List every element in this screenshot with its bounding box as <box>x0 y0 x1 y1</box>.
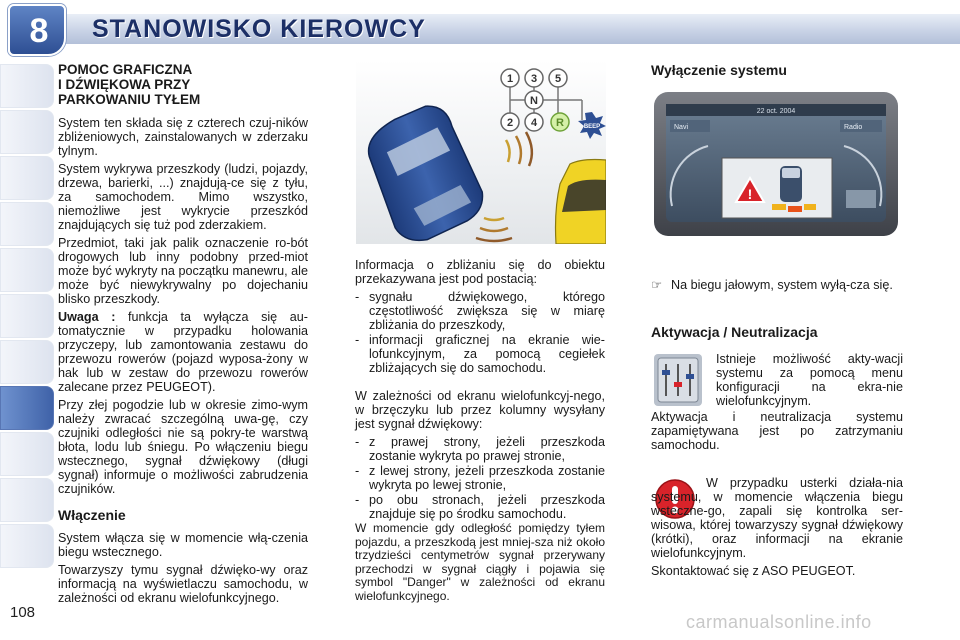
obstacle-brick <box>788 206 802 212</box>
note-label: Uwaga : <box>58 310 116 324</box>
gear-label: 1 <box>506 73 514 85</box>
paragraph: Przedmiot, taki jak palik oznaczenie ro-bót drogowych lub inny podobny przed-miot może być wykryty na początku manewru, ale może być niewykrywalny po dojechaniu blisko przeszkody. <box>58 236 308 306</box>
sound-list <box>355 435 605 521</box>
section-heading <box>58 62 308 107</box>
paragraph: Na biegu jałowym, system wyłą-cza się. <box>671 278 893 292</box>
side-tab-4 <box>0 202 54 246</box>
list-item-text: sygnału dźwiękowego, którego częstotliwość zwiększa się w miarę zbliżania do przeszkody, <box>369 290 605 332</box>
obstacle-brick <box>772 204 786 210</box>
side-tab-11 <box>0 524 54 568</box>
note-text: funkcja ta wyłącza się au-tomatycznie w przypadku holowania przyczepy, lub zamontowania zestawu do przewozu rowerów (pojazd wyposa-żony w hak lub w zestaw do przewozu rowerów zalecane przez PEUGEOT). <box>58 310 308 394</box>
paragraph: W przypadku usterki działa-nia systemu, w momencie włączenia biegu wsteczne-go, zapali się kontrolka ser-wisowa, której towarzyszy sygnał dźwiękowy (krótki), oraz informacji na ekranie wielofunkcyjnym. <box>651 476 903 560</box>
side-tab-active <box>0 386 54 430</box>
screen-right-label: Radio <box>844 124 863 131</box>
activation-text <box>716 352 903 412</box>
list-item-text: z prawej strony, jeżeli przeszkoda zostanie wykryta po prawej stronie, <box>369 435 605 463</box>
multifunction-screen-illustration <box>650 86 902 242</box>
heading-activation: Aktywacja / Neutralizacja <box>651 324 818 340</box>
parking-illustration <box>356 60 606 244</box>
heading-line: POMOC GRAFICZNA <box>58 62 193 77</box>
heading-disable: Wyłączenie systemu <box>651 62 787 78</box>
note-paragraph <box>58 310 308 394</box>
parking-diagram <box>356 60 606 244</box>
column-middle <box>355 258 605 607</box>
side-tab-7 <box>0 340 54 384</box>
paragraph: Istnieje możliwość akty-wacji systemu za pomocą menu konfiguracji na ekra-nie wielofunkcyjnym. <box>716 352 903 408</box>
side-tab-1 <box>0 64 54 108</box>
side-tab-9 <box>0 432 54 476</box>
paragraph: System wykrywa przeszkody (ludzi, pojazdy, drzewa, barierki, ...) znajdują-ce się z tyłu, za samochodem. Mimo wszystko, niemożliwe jest wykrycie przeszkód znajdujących się tuż pod zderzakiem. <box>58 162 308 232</box>
gear-label: 2 <box>506 117 514 129</box>
hand-pointer-icon: ☞ <box>651 278 663 292</box>
screen-date: 22 oct. 2004 <box>756 108 796 115</box>
list-item: - sygnału dźwiękowego, którego częstotliwość zwiększa się w miarę zbliżania do przeszkody, <box>355 290 605 332</box>
heading-line: PARKOWANIU TYŁEM <box>58 92 201 107</box>
paragraph: Informacja o zbliżaniu się do obiektu przekazywana jest pod postacią: <box>355 258 605 286</box>
column-left <box>58 62 308 609</box>
list-item-text: informacji graficznej na ekranie wie-lofunkcyjnym, za pomocą cegiełek zbliżających się do samochodu. <box>369 333 605 375</box>
info-list <box>355 290 605 375</box>
paragraph: Skontaktować się z ASO PEUGEOT. <box>651 564 856 578</box>
side-tab-3 <box>0 156 54 200</box>
activation-memory-text <box>651 410 903 456</box>
svg-text:!: ! <box>747 186 753 202</box>
paragraph: Przy złej pogodzie lub w okresie zimo-wym należy zwracać szczególną uwa-gę, czy czujniki odległości nie są pokry-te warstwą błota, lodu lub śniegu. Po włączeniu biegu wstecznego, sygnał dźwiękowy (długi sygnał) informuje o możliwości zabrudzenia czujników. <box>58 398 308 496</box>
list-item-text: po obu stronach, jeżeli przeszkoda znajduje się po środku samochodu. <box>369 493 605 521</box>
screen-left-label: Navi <box>674 124 689 131</box>
screen-diagram <box>650 86 902 242</box>
paragraph: Aktywacja i neutralizacja systemu zapamiętywana jest po zatrzymaniu samochodu. <box>651 410 903 452</box>
page-number: 108 <box>10 604 36 621</box>
subheading-activation: Włączenie <box>58 507 126 523</box>
paragraph: W momencie gdy odległość pomiędzy tyłem pojazdu, a przeszkodą jest mniej-sza niż około trzydzieści centymetrów sygnał przerywany przechodzi w sygnał ciągły i pojawia się symbol "Danger" w zależności od ekranu wielofunkcyjnego. <box>355 521 605 603</box>
list-item: - po obu stronach, jeżeli przeszkoda znajduje się po środku samochodu. <box>355 493 605 521</box>
gear-label: N <box>530 95 538 107</box>
beep-label: BEEP <box>583 124 601 130</box>
gear-label: 4 <box>530 117 538 129</box>
gear-label: 5 <box>554 73 562 85</box>
page-header <box>0 0 960 58</box>
chapter-tab <box>8 4 66 56</box>
side-tab-10 <box>0 478 54 522</box>
paragraph: W zależności od ekranu wielofunkcyj-nego, w brzęczyku lub przez kolumny wysyłany jest sygnał dźwiękowy: <box>355 389 605 431</box>
heading-line: I DŹWIĘKOWA PRZY <box>58 77 191 92</box>
side-tab-6 <box>0 294 54 338</box>
list-item-text: z lewej strony, jeżeli przeszkoda zostanie wykryta po lewej stronie, <box>369 464 605 492</box>
list-item: - z lewej strony, jeżeli przeszkoda zostanie wykryta po lewej stronie, <box>355 464 605 492</box>
side-tab-2 <box>0 110 54 154</box>
disable-note <box>651 278 903 292</box>
fault-text <box>651 476 903 582</box>
bullet-note <box>651 278 903 292</box>
gear-label: 3 <box>530 73 538 85</box>
config-menu-icon <box>654 354 702 406</box>
list-item: - z prawej strony, jeżeli przeszkoda zostanie wykryta po prawej stronie, <box>355 435 605 463</box>
list-item: - informacji graficznej na ekranie wie-lofunkcyjnym, za pomocą cegiełek zbliżających się do samochodu. <box>355 333 605 375</box>
watermark: carmanualsonline.info <box>686 612 872 632</box>
paragraph: System włącza się w momencie włą-czenia biegu wstecznego. <box>58 531 308 559</box>
chapter-number: 8 <box>29 12 49 50</box>
paragraph: System ten składa się z czterech czuj-ników zbliżeniowych, zainstalowanych w zderzaku tylnym. <box>58 116 308 158</box>
paragraph: Towarzyszy tymu sygnał dźwięko-wy oraz informacją na wyświetlaczu samochodu, w zależności od ekranu wielofunkcyjnego. <box>58 563 308 605</box>
chapter-title: STANOWISKO KIEROWCY <box>92 15 426 43</box>
side-tab-5 <box>0 248 54 292</box>
gear-label: R <box>556 117 564 129</box>
obstacle-brick <box>804 204 816 210</box>
